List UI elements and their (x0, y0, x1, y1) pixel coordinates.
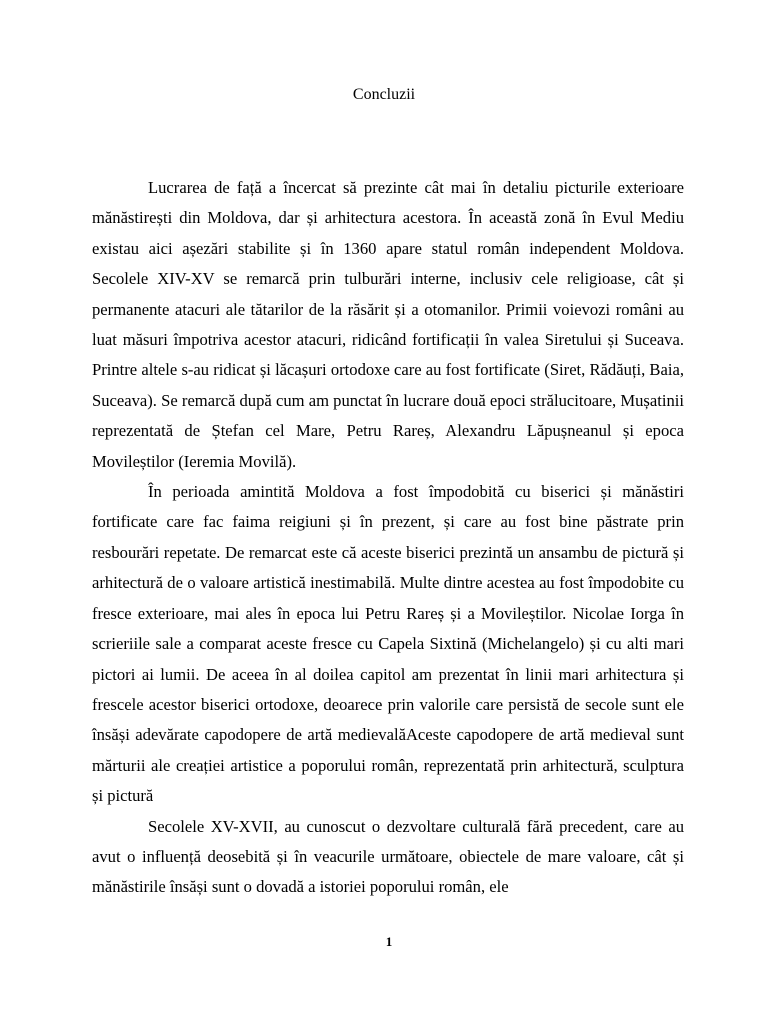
body-text (92, 173, 684, 903)
page-number: 1 (385, 934, 393, 949)
page-title: Concluzii (352, 86, 416, 103)
paragraph-1: Lucrarea de față a încercat să prezinte cât mai în detaliu picturile exterioare mănăstirești din Moldova, dar și arhitectura acestora. În această zonă în Evul Mediu existau aici așezări stabilite și în 1360 apare statul român independent Moldova. Secolele XIV-XV se remarcă prin tulburări interne, inclusiv cele religioase, cât și permanente atacuri ale tătarilor de la răsărit și a otomanilor. Primii voievozi români au luat măsuri împotriva acestor atacuri, ridicând fortificații în valea Siretului și Suceava. Printre altele s-au ridicat și lăcașuri ortodoxe care au fost fortificate (Siret, Rădăuți, Baia, Suceava). Se remarcă după cum am punctat în lucrare două epoci strălucitoare, Mușatinii reprezentată de Ștefan cel Mare, Petru Rareș, Alexandru Lăpușneanul și epoca Movileștilor (Ieremia Movilă). (92, 178, 684, 471)
paragraph-3: Secolele XV-XVII, au cunoscut o dezvoltare culturală fără precedent, care au avut o influență deosebită și în veacurile următoare, obiectele de mare valoare, cât și mănăstirile însăși sunt o dovadă a istoriei poporului român, ele (92, 816, 684, 897)
paragraph-2: În perioada amintită Moldova a fost împodobită cu biserici și mănăstiri fortificate care fac faima reigiuni și în prezent, și care au fost bine păstrate prin resbourări repetate. De remarcat este că aceste biserici prezintă un ansambu de pictură și arhitectură de o valoare artistică inestimabilă. Multe dintre acestea au fost împodobite cu fresce exterioare, mai ales în epoca lui Petru Rareș și a Movileștilor. Nicolae Iorga în scrieriile sale a comparat aceste fresce cu Capela Sixtină (Michelangelo) și cu alti mari pictori ai lumii. De aceea în al doilea capitol am prezentat în linii mari arhitectura și frescele acestor biserici ortodoxe, deoarece prin valorile care persistă de secole sunt ele însăși adevărate capodopere de artă medievalăAceste capodopere de artă medieval sunt mărturii ale creației artistice a poporului român, reprezentată prin arhitectură, sculptura și pictură (92, 482, 684, 806)
